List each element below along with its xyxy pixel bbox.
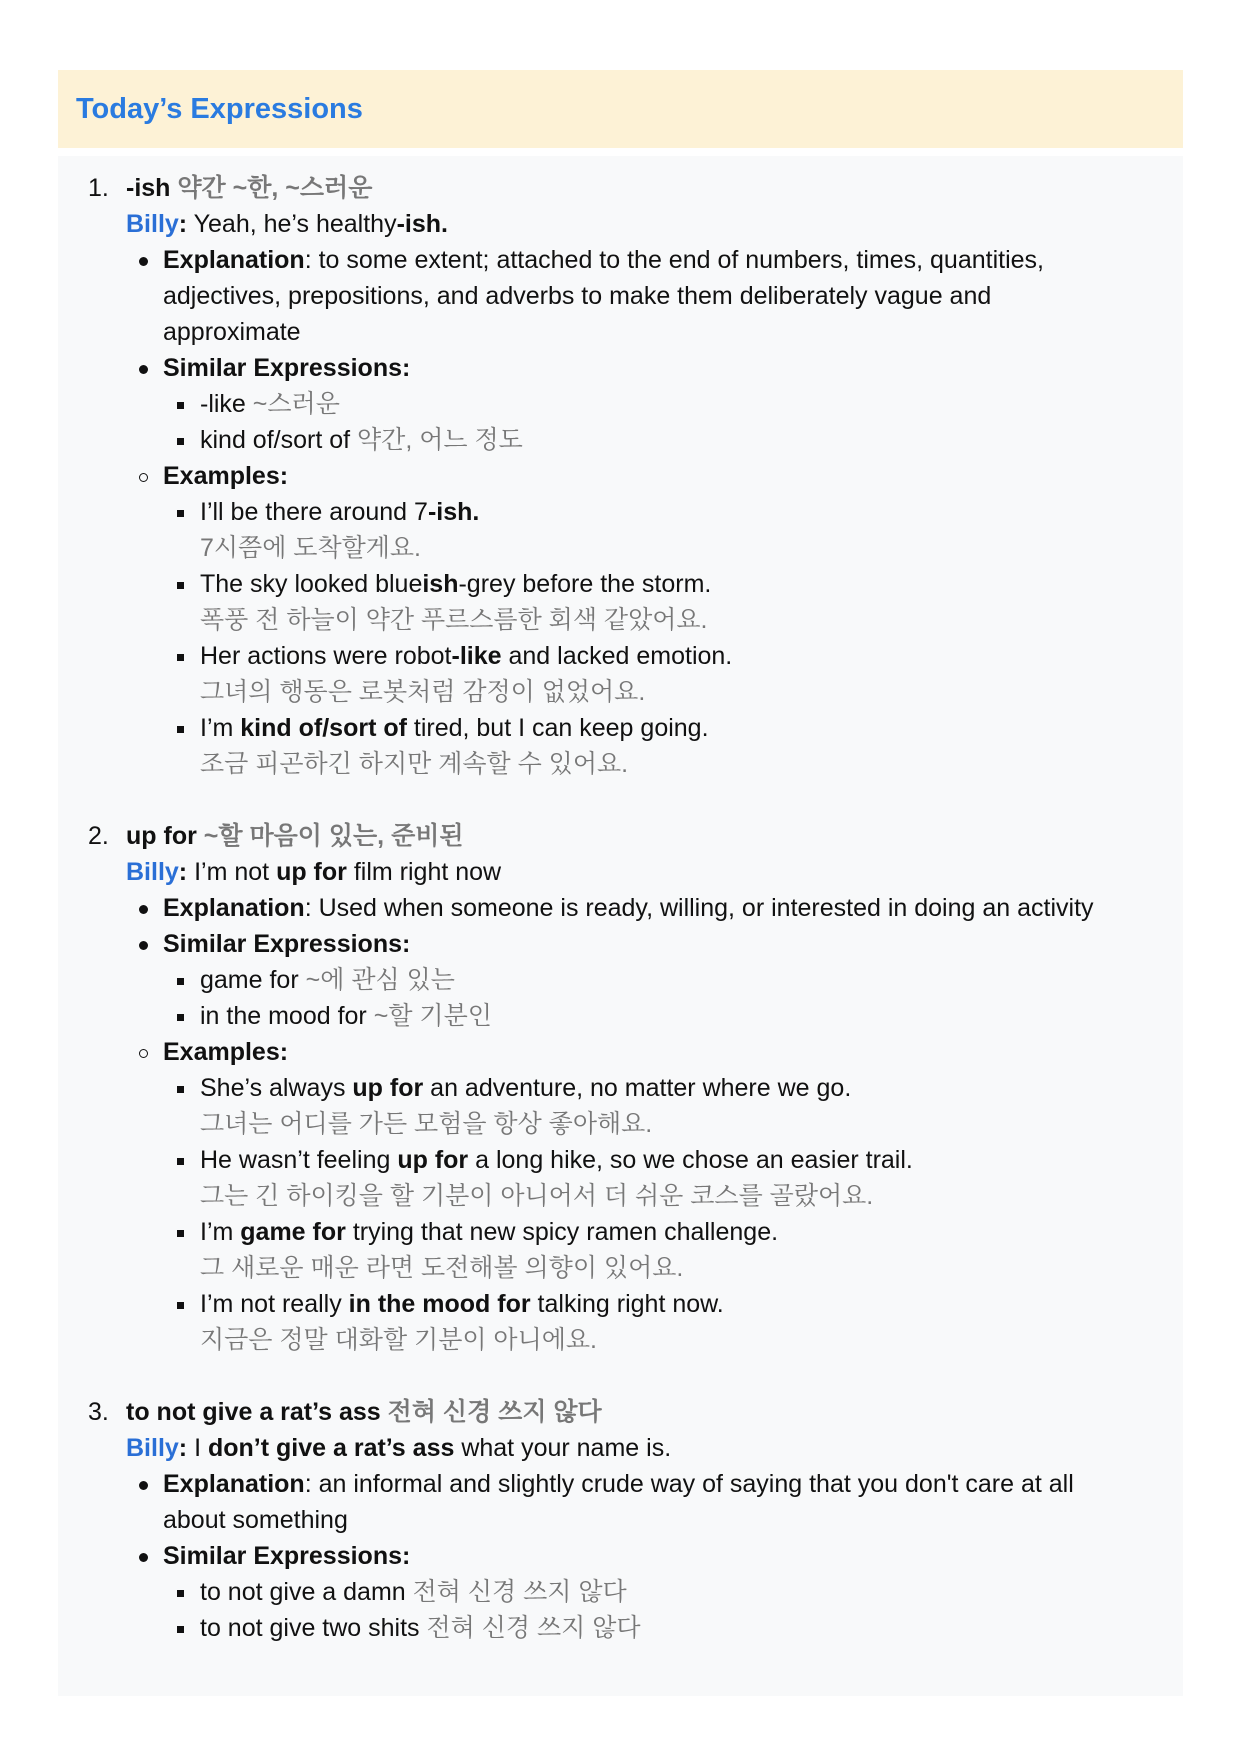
example-highlight: -ish. — [427, 498, 480, 526]
expression-heading — [88, 818, 1143, 854]
example-text-tail: an adventure, no matter where we go. — [423, 1074, 852, 1102]
similar-ko: ~에 관심 있는 — [305, 966, 455, 994]
example-translation: 지금은 정말 대화할 기분이 아니에요. — [200, 1326, 597, 1354]
example-highlight: up for — [352, 1074, 424, 1102]
similar-en: to not give a damn — [200, 1578, 406, 1606]
explanation-label: Explanation — [163, 1470, 305, 1498]
example-item — [88, 1214, 1143, 1250]
similar-en: game for — [200, 966, 299, 994]
example-highlight: game for — [240, 1218, 346, 1246]
expression-term-korean: 약간 ~한, ~스러운 — [177, 174, 373, 202]
explanation-text: : Used when someone is ready, willing, or interested in doing an activity — [304, 894, 1094, 922]
quote-text-tail: what your name is. — [454, 1434, 672, 1462]
example-item — [88, 494, 1143, 530]
example-highlight: kind of/sort of — [240, 714, 407, 742]
list-number: 1. — [88, 174, 109, 202]
example-highlight: in the mood for — [348, 1290, 531, 1318]
quote-highlight: don’t give a rat’s ass — [207, 1434, 455, 1462]
explanation-text: : to some extent; attached to the end of numbers, times, quantities, adjectives, prepositions, and adverbs to make them deliberately vague and approximate — [163, 246, 1044, 346]
example-item — [88, 1286, 1143, 1322]
example-text: Her actions were robot — [200, 642, 452, 670]
banner-title: Today’s Expressions — [76, 92, 363, 125]
list-number: 3. — [88, 1398, 109, 1426]
billy-quote: Billy: Yeah, he’s healthy-ish. — [126, 210, 448, 238]
examples-label: Examples: — [88, 458, 1143, 494]
billy-quote: Billy: I’m not up for film right now — [126, 858, 502, 886]
similar-en: -like — [200, 390, 246, 418]
expression-entry — [88, 1394, 1143, 1646]
similar-expression-item — [88, 1574, 1143, 1610]
example-text-tail: trying that new spicy ramen challenge. — [345, 1218, 779, 1246]
similar-expression-item — [88, 422, 1143, 458]
speaker-name: Billy — [126, 858, 179, 886]
example-item — [88, 1142, 1143, 1178]
explanation-text: : an informal and slightly crude way of saying that you don't care at all about something — [163, 1470, 1074, 1534]
quote-highlight: up for — [276, 858, 347, 886]
quote-text-tail: film right now — [346, 858, 502, 886]
explanation-label: Explanation — [163, 246, 305, 274]
quote-text: I — [194, 1434, 208, 1462]
example-item — [88, 710, 1143, 746]
explanation — [88, 242, 1143, 350]
example-text-tail: -grey before the storm. — [458, 570, 712, 598]
similar-en: kind of/sort of — [200, 426, 351, 454]
example-text-tail: and lacked emotion. — [501, 642, 733, 670]
todays-expressions-banner — [58, 70, 1183, 148]
similar-expressions-label: Similar Expressions: — [88, 926, 1143, 962]
similar-expression-item — [88, 998, 1143, 1034]
similar-en: in the mood for — [200, 1002, 367, 1030]
speaker-name: Billy — [126, 1434, 179, 1462]
list-number: 2. — [88, 822, 109, 850]
examples-label: Examples: — [88, 1034, 1143, 1070]
expression-term: to not give a rat’s ass — [126, 1398, 381, 1426]
similar-expression-item — [88, 386, 1143, 422]
similar-ko: ~할 기분인 — [373, 1002, 492, 1030]
similar-expressions-label: Similar Expressions: — [88, 350, 1143, 386]
quote-text: Yeah, he’s healthy — [193, 210, 397, 238]
similar-expression-item — [88, 962, 1143, 998]
example-item — [88, 638, 1143, 674]
example-translation: 그녀의 행동은 로봇처럼 감정이 없었어요. — [200, 678, 646, 706]
example-text: He wasn’t feeling — [200, 1146, 398, 1174]
similar-expression-item — [88, 1610, 1143, 1646]
example-translation: 그는 긴 하이킹을 할 기분이 아니어서 더 쉬운 코스를 골랐어요. — [200, 1182, 874, 1210]
expression-term-korean: ~할 마음이 있는, 준비된 — [203, 822, 464, 850]
example-translation: 폭풍 전 하늘이 약간 푸르스름한 회색 같았어요. — [200, 606, 708, 634]
expression-term: up for — [126, 822, 197, 850]
quote-text: I’m not — [194, 858, 277, 886]
similar-ko: 전혀 신경 쓰지 않다 — [426, 1614, 641, 1642]
quote-highlight: -ish. — [396, 210, 448, 238]
example-text: The sky looked blue — [200, 570, 423, 598]
similar-expressions-label: Similar Expressions: — [88, 1538, 1143, 1574]
expression-entry — [88, 818, 1143, 1358]
example-highlight: up for — [397, 1146, 469, 1174]
example-translation: 그녀는 어디를 가든 모험을 항상 좋아해요. — [200, 1110, 653, 1138]
example-text-tail: a long hike, so we chose an easier trail. — [468, 1146, 913, 1174]
example-translation: 조금 피곤하긴 하지만 계속할 수 있어요. — [200, 750, 629, 778]
expression-term-korean: 전혀 신경 쓰지 않다 — [387, 1398, 602, 1426]
similar-en: to not give two shits — [200, 1614, 420, 1642]
example-text: She’s always — [200, 1074, 353, 1102]
expression-heading — [88, 1394, 1143, 1430]
example-translation: 그 새로운 매운 라면 도전해볼 의향이 있어요. — [200, 1254, 684, 1282]
similar-ko: 약간, 어느 정도 — [357, 426, 523, 454]
expressions-panel — [58, 156, 1183, 1696]
explanation-label: Explanation — [163, 894, 305, 922]
example-highlight: ish — [422, 570, 459, 598]
expression-entry — [88, 170, 1143, 782]
example-text: I’m — [200, 714, 241, 742]
speaker-name: Billy — [126, 210, 179, 238]
explanation — [88, 890, 1143, 926]
similar-ko: 전혀 신경 쓰지 않다 — [412, 1578, 627, 1606]
example-text: I’ll be there around 7 — [200, 498, 428, 526]
expression-term: -ish — [126, 174, 171, 202]
billy-quote: Billy: I don’t give a rat’s ass what your name is. — [126, 1434, 672, 1462]
example-translation: 7시쯤에 도착할게요. — [200, 534, 421, 562]
example-item — [88, 1070, 1143, 1106]
example-text-tail: talking right now. — [530, 1290, 724, 1318]
example-item — [88, 566, 1143, 602]
expression-heading — [88, 170, 1143, 206]
explanation — [88, 1466, 1143, 1538]
example-highlight: -like — [451, 642, 502, 670]
example-text-tail: tired, but I can keep going. — [406, 714, 709, 742]
example-text: I’m — [200, 1218, 241, 1246]
similar-ko: ~스러운 — [252, 390, 340, 418]
example-text: I’m not really — [200, 1290, 349, 1318]
